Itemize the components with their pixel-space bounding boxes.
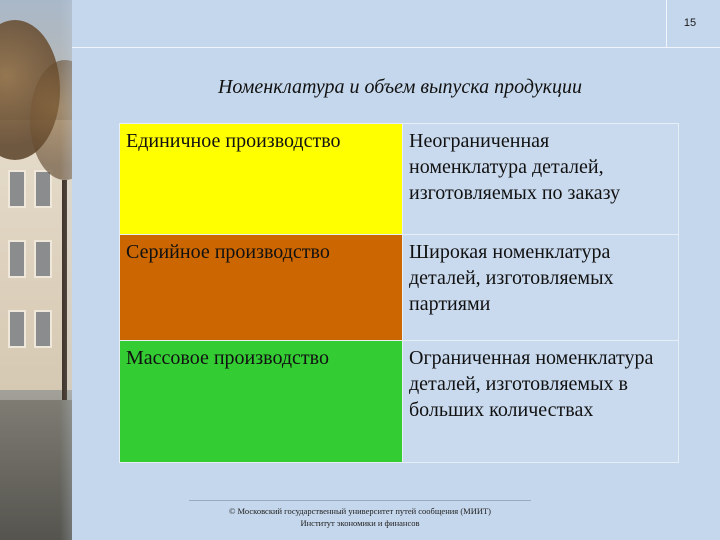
footer-line: © Московский государственный университет путей сообщения (МИИТ) [228, 506, 492, 516]
footer [170, 505, 550, 529]
production-type: Массовое производство [120, 341, 403, 463]
window [8, 170, 26, 208]
slide-title: Номенклатура и объем выпуска продукции [217, 76, 582, 98]
production-type: Единичное производство [120, 124, 403, 235]
header-divider [666, 0, 667, 48]
window [34, 310, 52, 348]
page-number: 15 [683, 17, 697, 29]
window [8, 240, 26, 278]
header-rule [72, 47, 720, 48]
table-row [120, 124, 679, 235]
footer-line: Институт экономики и финансов [300, 518, 420, 528]
production-description: Широкая номенклатура деталей, изготовляемых партиями [403, 235, 679, 341]
production-description: Ограниченная номенклатура деталей, изготовляемых в больших количествах [403, 341, 679, 463]
window [8, 310, 26, 348]
footer-rule [189, 500, 531, 501]
table-row [120, 235, 679, 341]
production-description: Неограниченная номенклатура деталей, изготовляемых по заказу [403, 124, 679, 235]
table-row [120, 341, 679, 463]
production-table [119, 123, 679, 463]
window [34, 170, 52, 208]
window [34, 240, 52, 278]
production-type: Серийное производство [120, 235, 403, 341]
